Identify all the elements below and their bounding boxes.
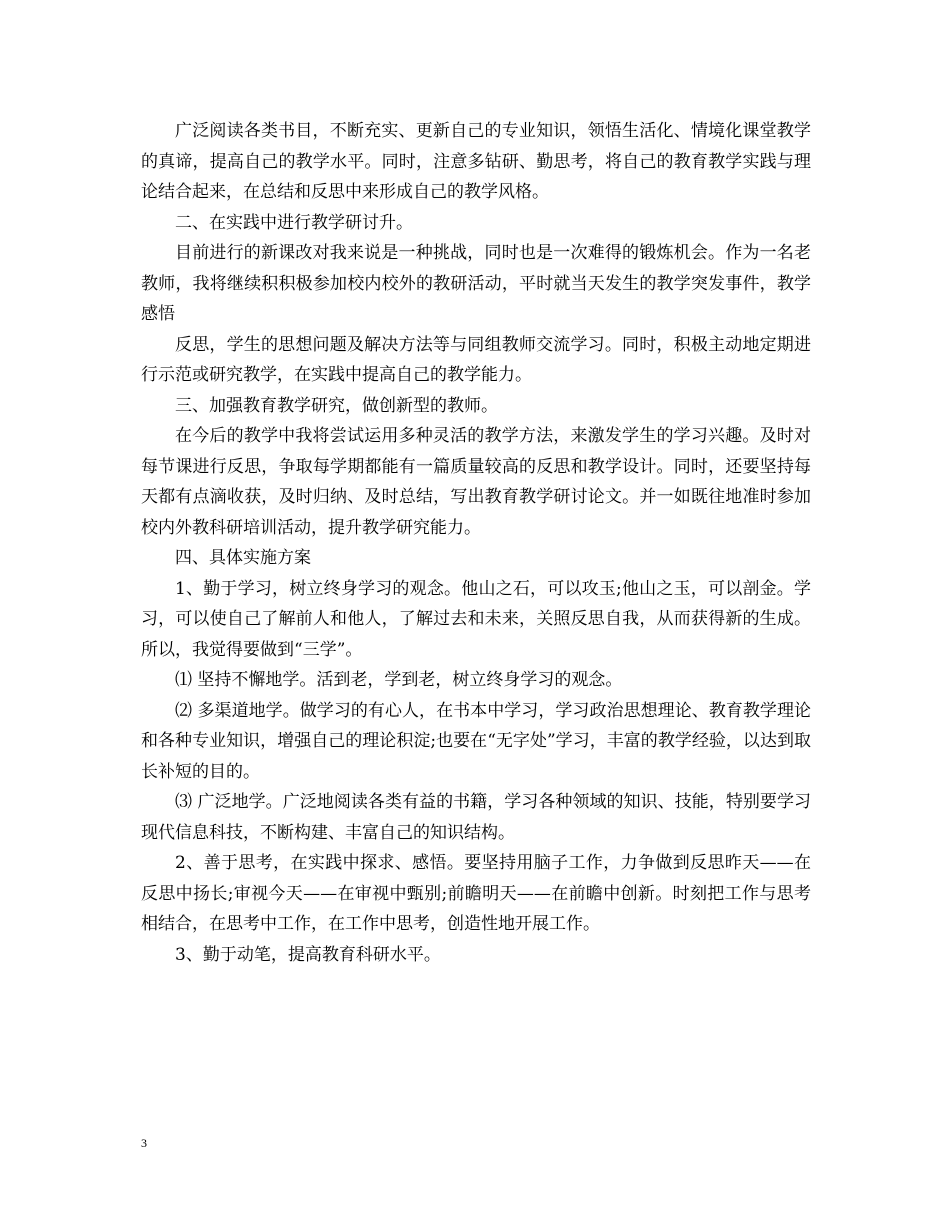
- paragraph-lifelong-learning: 1、勤于学习，树立终身学习的观念。他山之石，可以攻玉;他山之玉，可以剖金。学习，可以使自己了解前人和他人，了解过去和未来，关照反思自我，从而获得新的生成。所以，我觉得要做到“三学”。: [141, 578, 811, 660]
- list-item-persistent-learning: ⑴ 坚持不懈地学。活到老，学到老，树立终身学习的观念。: [175, 670, 623, 690]
- list-item-broad-learning: ⑶ 广泛地学。广泛地阅读各类有益的书籍，学习各种领域的知识、技能，特别要学习现代信息科技，不断构建、丰富自己的知识结构。: [141, 792, 811, 843]
- paragraph-new-curriculum: 目前进行的新课改对我来说是一种挑战，同时也是一次难得的锻炼机会。作为一名老教师，我将继续积积极参加校内校外的教研活动，平时就当天发生的教学突发事件，教学感悟: [141, 243, 811, 324]
- paragraph-writing: 3、勤于动笔，提高教育科研水平。: [175, 944, 441, 965]
- page-number: 3: [141, 1136, 147, 1150]
- heading-education-research: 三、加强教育教学研究，做创新型的教师。: [175, 395, 498, 416]
- document-body: [141, 116, 811, 970]
- paragraph-teaching-methods: 在今后的教学中我将尝试运用多种灵活的教学方法，来激发学生的学习兴趣。及时对每节课进行反思，争取每学期都能有一篇质量较高的反思和教学设计。同时，还要坚持每天都有点滴收获，及时归纳、及时总结，写出教育教学研讨论文。并一如既往地准时参加校内外教科研培训活动，提升教学研究能力。: [141, 426, 811, 538]
- heading-implementation-plan: 四、具体实施方案: [175, 548, 311, 568]
- paragraph-thinking: 2、善于思考，在实践中探求、感悟。要坚持用脑子工作，力争做到反思昨天——在反思中扬长;审视今天——在审视中甄别;前瞻明天——在前瞻中创新。时刻把工作与思考相结合，在思考中工作，在工作中思考，创造性地开展工作。: [141, 853, 811, 934]
- list-item-multichannel-learning: ⑵ 多渠道地学。做学习的有心人，在书本中学习，学习政治思想理论、教育教学理论和各种专业知识，增强自己的理论积淀;也要在“无字处”学习，丰富的教学经验，以达到取长补短的目的。: [141, 700, 811, 782]
- paragraph-reading: 广泛阅读各类书目，不断充实、更新自己的专业知识，领悟生活化、情境化课堂教学的真谛，提高自己的教学水平。同时，注意多钻研、勤思考，将自己的教育教学实践与理论结合起来，在总结和反思中来形成自己的教学风格。: [141, 121, 811, 202]
- paragraph-reflection: 反思，学生的思想问题及解决方法等与同组教师交流学习。同时，积极主动地定期进行示范或研究教学，在实践中提高自己的教学能力。: [141, 334, 811, 385]
- heading-practice-research: 二、在实践中进行教学研讨升。: [175, 212, 413, 233]
